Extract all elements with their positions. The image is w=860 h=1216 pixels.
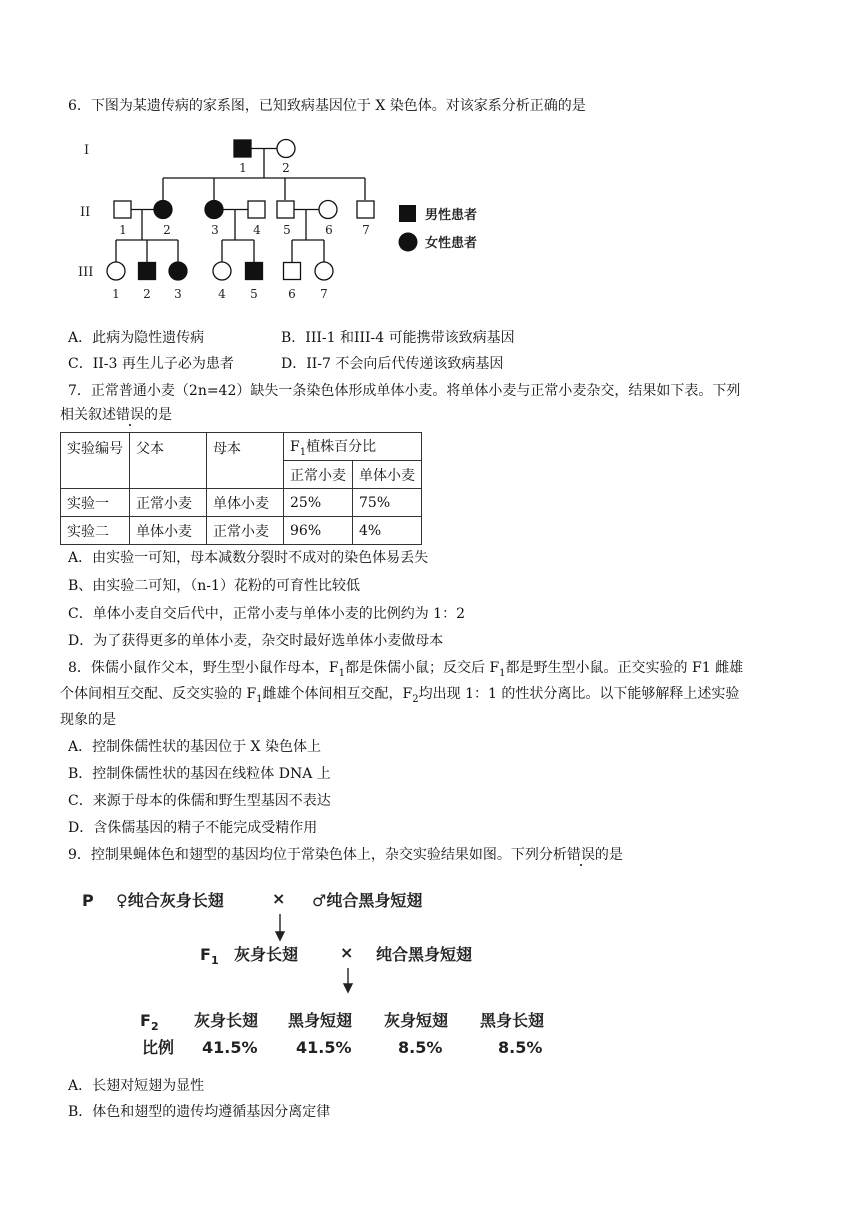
gen3-num: 1	[112, 287, 120, 301]
table-row: 实验一 正常小麦 单体小麦 25% 75%	[61, 489, 422, 517]
f2-phenotype: 黑身长翅	[480, 1011, 545, 1030]
table-header: 正常小麦	[284, 461, 353, 489]
f1-label: $F_1$	[200, 945, 219, 967]
q6-option-d: D．II-7 不会向后代传递该致病基因	[281, 356, 504, 372]
gen3-num: 5	[250, 287, 258, 301]
II-4-male	[248, 201, 265, 218]
I-1-affected-male	[234, 140, 251, 157]
I-2-female	[277, 140, 295, 158]
q7-option-b: B、由实验二可知，（n-1）花粉的可育性比较低	[68, 578, 360, 594]
III-6-male	[284, 263, 301, 280]
q6-option-c: C．II-3 再生儿子必为患者	[68, 356, 234, 372]
II-1-male	[114, 201, 131, 218]
gen2-num: 2	[163, 223, 171, 237]
q6-option-b: B．III-1 和III-4 可能携带该致病基因	[281, 330, 515, 346]
gen3-num: 2	[143, 287, 151, 301]
f1-phenotype: 灰身长翅	[234, 945, 299, 964]
gen-label-I: I	[84, 143, 90, 158]
q9-option-b: B．体色和翅型的遗传均遵循基因分离定律	[68, 1104, 331, 1120]
gen2-num: 3	[211, 223, 219, 237]
q8-stem-line2: 个体间相互交配、反交实验的 $F_1$雌雄个体间相互交配，$F_2$均出现 1：1 的性状分离比。以下能够解释上述实验	[60, 686, 740, 705]
q8-stem-line1: 8．侏儒小鼠作父本，野生型小鼠作母本，$F_1$都是侏儒小鼠；反交后 $F_1$都是野生型小鼠。正交实验的 F1 雌雄	[68, 660, 744, 679]
legend-female-symbol	[399, 233, 418, 252]
f2-phenotype: 黑身短翅	[288, 1011, 353, 1030]
q7-stem-line2: 相关叙述错误的是	[60, 407, 172, 423]
table-header-f1: $F_1$植株百分比	[284, 433, 422, 461]
parent-male: ♂纯合黑身短翅	[312, 891, 423, 910]
legend-male-symbol	[399, 205, 416, 222]
q7-option-a: A．由实验一可知，母本减数分裂时不成对的染色体易丢失	[68, 550, 429, 566]
q9-option-a: A．长翅对短翅为显性	[68, 1078, 205, 1094]
gen-label-II: II	[80, 205, 91, 220]
III-3-affected-female	[169, 262, 187, 280]
f2-phenotype: 灰身长翅	[194, 1011, 259, 1030]
gen2-num: 7	[362, 223, 370, 237]
table-header: 父本	[130, 433, 207, 489]
q9-emphasis: 错误	[566, 847, 595, 863]
table-header: 母本	[207, 433, 284, 489]
gen1-num: 1	[239, 161, 247, 175]
q7-emphasis: 错误	[116, 407, 144, 423]
q9-stem: 9．控制果蝇体色和翅型的基因均位于常染色体上，杂交实验结果如图。下列分析错误的是	[68, 847, 623, 863]
gen3-num: 7	[320, 287, 328, 301]
gen2-num: 6	[325, 223, 333, 237]
gen2-num: 5	[283, 223, 291, 237]
legend-male-label: 男性患者	[425, 208, 478, 223]
f2-ratio: 8.5%	[498, 1038, 543, 1057]
f2-label: $F_2$	[140, 1011, 159, 1033]
parent-generation-label: P	[82, 891, 94, 910]
II-2-affected-female	[154, 201, 172, 219]
gen3-num: 6	[288, 287, 296, 301]
gen2-num: 4	[253, 223, 261, 237]
gen3-num: 3	[174, 287, 182, 301]
gen3-num: 4	[218, 287, 226, 301]
II-3-affected-female	[205, 201, 223, 219]
ratio-label: 比例	[142, 1038, 175, 1057]
q8-stem-line3: 现象的是	[60, 712, 116, 728]
q8-option-b: B．控制侏儒性状的基因在线粒体 DNA 上	[68, 766, 331, 782]
cross-diagram	[68, 876, 588, 1066]
II-5-male	[277, 201, 294, 218]
gen1-num: 2	[282, 161, 290, 175]
cross-symbol: ×	[272, 889, 286, 908]
q8-option-a: A．控制侏儒性状的基因位于 X 染色体上	[68, 739, 321, 755]
III-4-female	[213, 262, 231, 280]
q8-option-c: C．来源于母本的侏儒和野生型基因不表达	[68, 793, 331, 809]
III-1-female	[107, 262, 125, 280]
III-2-affected-male	[139, 263, 156, 280]
f1-partner: 纯合黑身短翅	[376, 945, 473, 964]
table-header: 单体小麦	[353, 461, 422, 489]
cross-symbol: ×	[340, 943, 354, 962]
II-6-female	[319, 201, 337, 219]
gen-label-III: III	[78, 265, 94, 280]
q6-option-a: A．此病为隐性遗传病	[68, 330, 205, 346]
q7-stem-line1: 7．正常普通小麦（2n=42）缺失一条染色体形成单体小麦。将单体小麦与正常小麦杂交，结果如下表。下列	[68, 383, 741, 399]
gen2-num: 1	[119, 223, 127, 237]
q7-option-c: C．单体小麦自交后代中，正常小麦与单体小麦的比例约为 1：2	[68, 606, 465, 622]
q6-stem: 6．下图为某遗传病的家系图，已知致病基因位于 X 染色体。对该家系分析正确的是	[68, 98, 586, 114]
table-row: 实验二 单体小麦 正常小麦 96% 4%	[61, 517, 422, 545]
parent-female: ♀纯合灰身长翅	[116, 891, 224, 910]
f2-ratio: 8.5%	[398, 1038, 443, 1057]
f2-ratio: 41.5%	[202, 1038, 258, 1057]
q7-option-d: D．为了获得更多的单体小麦，杂交时最好选单体小麦做母本	[68, 633, 444, 649]
q8-option-d: D．含侏儒基因的精子不能完成受精作用	[68, 820, 318, 836]
f2-ratio: 41.5%	[296, 1038, 352, 1057]
III-7-female	[315, 262, 333, 280]
II-7-male	[357, 201, 374, 218]
legend-female-label: 女性患者	[425, 236, 478, 251]
q7-experiment-table	[60, 432, 422, 545]
f2-phenotype: 灰身短翅	[384, 1011, 449, 1030]
table-header: 实验编号	[61, 433, 130, 489]
pedigree-diagram	[68, 130, 508, 310]
III-5-affected-male	[246, 263, 263, 280]
